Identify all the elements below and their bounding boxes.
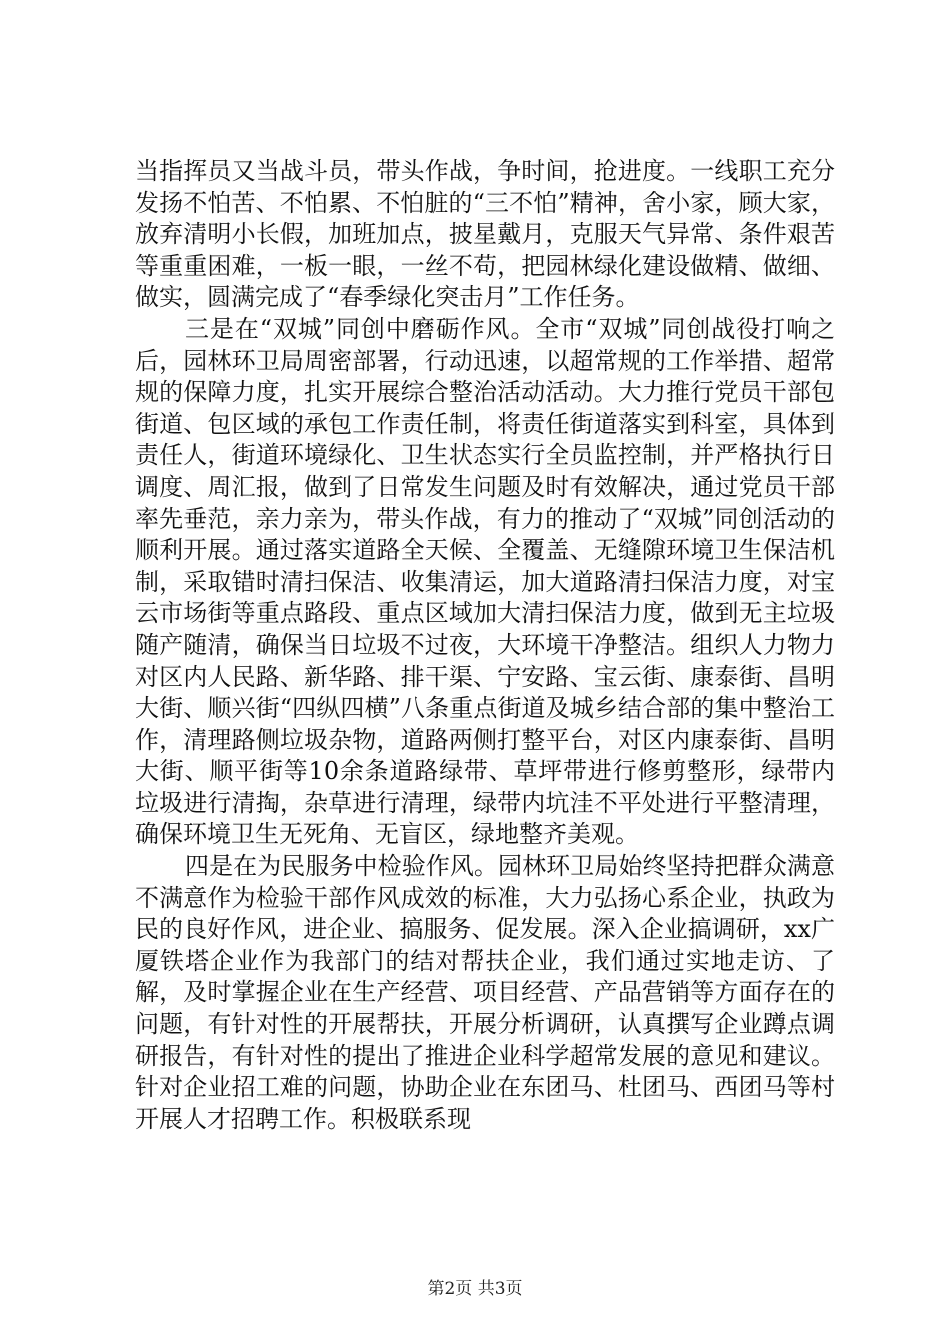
document-body (135, 156, 835, 1135)
page-footer: 第2页 共3页 (427, 1279, 523, 1299)
paragraph-section-four: 四是在为民服务中检验作风。园林环卫局始终坚持把群众满意不满意作为检验干部作风成效的标准，大力弘扬心系企业，执政为民的良好作风，进企业、搞服务、促发展。深入企业搞调研，xx广厦铁塔企业作为我部门的结对帮扶企业，我们通过实地走访、了解，及时掌握企业在生产经营、项目经营、产品营销等方面存在的问题，有针对性的开展帮扶，开展分析调研，认真撰写企业蹲点调研报告，有针对性的提出了推进企业科学超常发展的意见和建议。针对企业招工难的问题，协助企业在东团马、杜团马、西团马等村开展人才招聘工作。积极联系现 (135, 852, 835, 1133)
paragraph-section-three: 三是在“双城”同创中磨砺作风。全市“双城”同创战役打响之后，园林环卫局周密部署，行动迅速，以超常规的工作举措、超常规的保障力度，扎实开展综合整治活动活动。大力推行党员干部包街道、包区域的承包工作责任制，将责任街道落实到科室，具体到责任人，街道环境绿化、卫生状态实行全员监控制，并严格执行日调度、周汇报，做到了日常发生问题及时有效解决，通过党员干部率先垂范，亲力亲为，带头作战，有力的推动了“双城”同创活动的顺利开展。通过落实道路全天候、全覆盖、无缝隙环境卫生保洁机制，采取错时清扫保洁、收集清运，加大道路清扫保洁力度，对宝云市场街等重点路段、重点区域加大清扫保洁力度，做到无主垃圾随产随清，确保当日垃圾不过夜，大环境干净整洁。组织人力物力对区内人民路、新华路、排干渠、宁安路、宝云街、康泰街、昌明大街、顺兴街“四纵四横”八条重点街道及城乡结合部的集中整治工作，清理路侧垃圾杂物，道路两侧打整平台，对区内康泰街、昌明大街、顺平街等10余条道路绿带、草坪带进行修剪整形，绿带内垃圾进行清掏，杂草进行清理，绿带内坑洼不平处进行平整清理，确保环境卫生无死角、无盲区，绿地整齐美观。 (135, 314, 835, 849)
paragraph-continuation: 当指挥员又当战斗员，带头作战，争时间，抢进度。一线职工充分发扬不怕苦、不怕累、不怕脏的“三不怕”精神，舍小家，顾大家，放弃清明小长假，加班加点，披星戴月，克服天气异常、条件艰苦等重重困难，一板一眼，一丝不苟，把园林绿化建设做精、做细、做实，圆满完成了“春季绿化突击月”工作任务。 (135, 157, 835, 312)
